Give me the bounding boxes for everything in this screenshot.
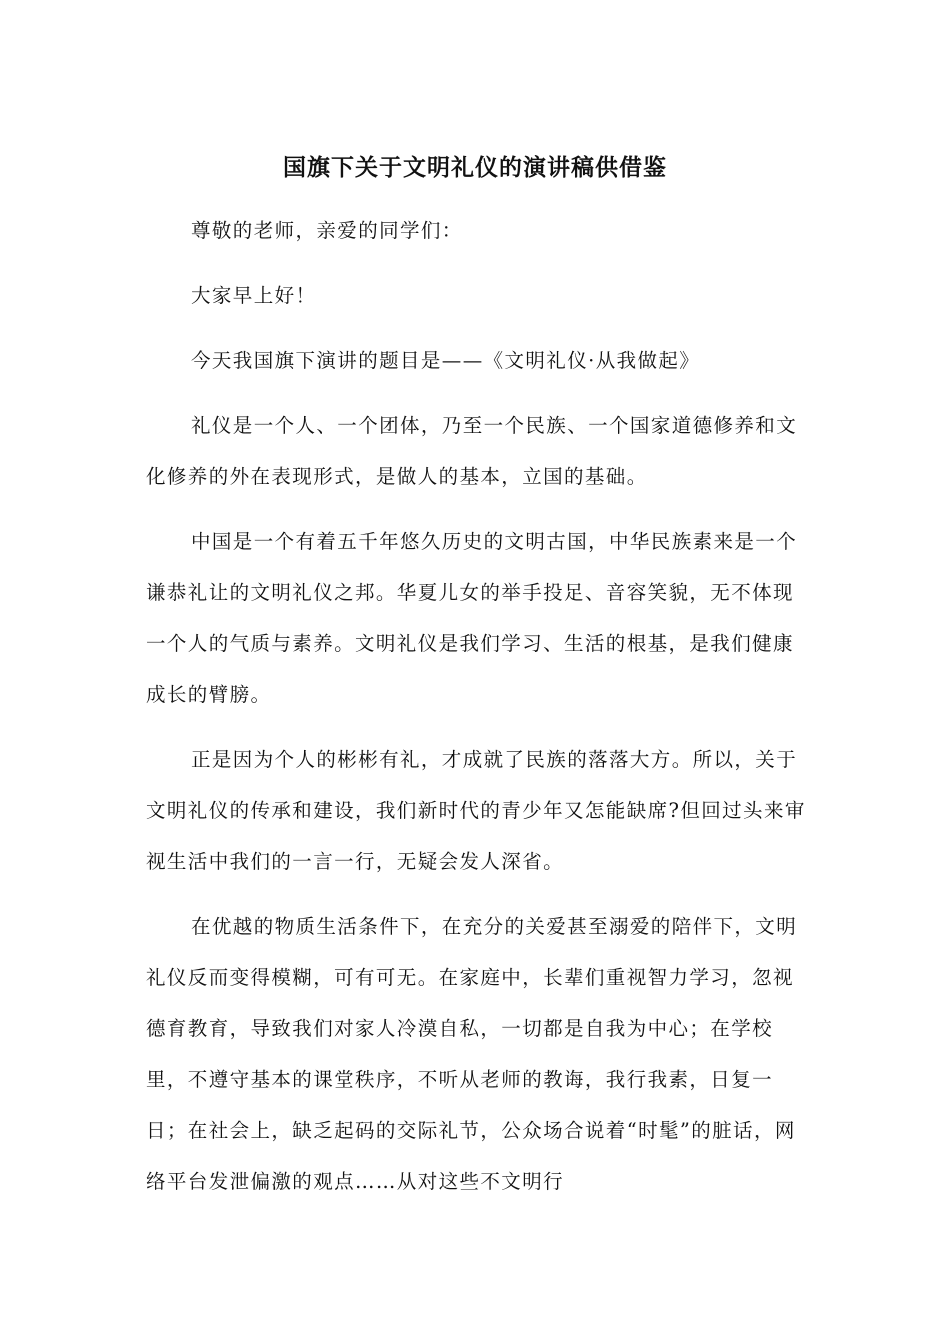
paragraph-morning: 大家早上好！ (191, 284, 317, 307)
paragraph-greeting: 尊敬的老师，亲爱的同学们： (191, 219, 463, 242)
document-title: 国旗下关于文明礼仪的演讲稿供借鉴 (283, 154, 667, 181)
document-body (146, 205, 806, 1219)
paragraph-china-history: 中国是一个有着五千年悠久历史的文明古国，中华民族素来是一个谦恭礼让的文明礼仪之邦。华夏儿女的举手投足、音容笑貌，无不体现一个人的气质与素养。文明礼仪是我们学习、生活的根基，是我们健康成长的臂膀。 (146, 530, 798, 706)
paragraph-etiquette-definition: 礼仪是一个人、一个团体，乃至一个民族、一个国家道德修养和文化修养的外在表现形式，是做人的基本，立国的基础。 (146, 414, 798, 488)
paragraph-current-problems: 在优越的物质生活条件下，在充分的关爱甚至溺爱的陪伴下，文明礼仪反而变得模糊，可有可无。在家庭中，长辈们重视智力学习，忽视德育教育，导致我们对家人冷漠自私，一切都是自我为中心；在学校里，不遵守基本的课堂秩序，不听从老师的教诲，我行我素，日复一日；在社会上，缺乏起码的交际礼节，公众场合说着“时髦”的脏话，网络平台发泄偏激的观点……从对这些不文明行 (146, 915, 798, 1193)
paragraph-inheritance: 正是因为个人的彬彬有礼，才成就了民族的落落大方。所以，关于文明礼仪的传承和建设，我们新时代的青少年又怎能缺席?但回过头来审视生活中我们的一言一行，无疑会发人深省。 (146, 748, 806, 873)
paragraph-topic: 今天我国旗下演讲的题目是——《文明礼仪·从我做起》 (191, 349, 701, 372)
